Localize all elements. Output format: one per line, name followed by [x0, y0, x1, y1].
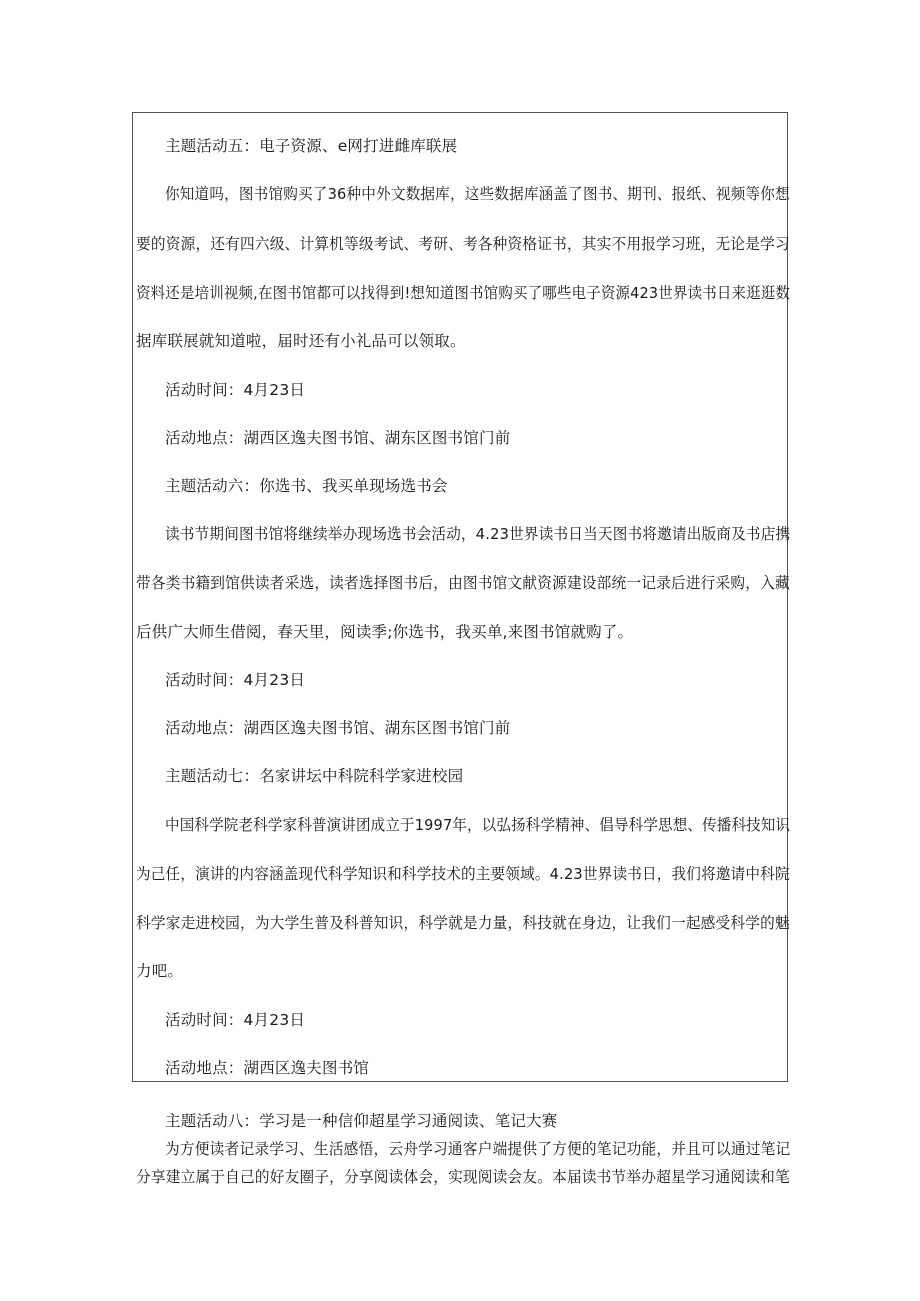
- activity-7-paragraph-line: 科学家走进校园，为大学生普及科普知识，科学就是力量，科技就在身边，让我们一起感受科学的魅: [136, 914, 790, 932]
- activity-7-place: 活动地点：湖西区逸夫图书馆: [165, 1059, 370, 1077]
- activity-5-paragraph-line: 据库联展就知道啦，届时还有小礼品可以领取。: [136, 332, 466, 350]
- bordered-table-cell: [132, 112, 791, 1082]
- activity-7-paragraph-line: 中国科学院老科学家科普演讲团成立于1997年，以弘扬科学精神、倡导科学思想、传播科技知识: [165, 816, 791, 834]
- activity-5-paragraph-line: 资料还是培训视频,在图书馆都可以找得到!想知道图书馆购买了哪些电子资源423世界读书日来逛逛数: [136, 284, 791, 302]
- activity-6-paragraph-line: 读书节期间图书馆将继续举办现场选书会活动，4.23世界读书日当天图书将邀请出版商及书店携: [165, 525, 791, 543]
- activity-7-paragraph-line: 力吧。: [136, 962, 184, 980]
- activity-5-place: 活动地点：湖西区逸夫图书馆、湖东区图书馆门前: [165, 429, 511, 447]
- activity-5-paragraph-line: 要的资源，还有四六级、计算机等级考试、考研、考各种资格证书，其实不用报学习班，无论是学习: [136, 235, 790, 253]
- activity-6-paragraph-line: 后供广大师生借阅，春天里，阅读季;你选书，我买单,来图书馆就购了。: [136, 623, 634, 641]
- activity-8-paragraph-line: 分享建立属于自己的好友圈子，分享阅读体会，实现阅读会友。本届读书节举办超星学习通阅读和笔: [136, 1168, 790, 1186]
- activity-7-time: 活动时间：4月23日: [165, 1011, 306, 1029]
- activity-8-title: 主题活动八：学习是一种信仰超星学习通阅读、笔记大赛: [165, 1112, 558, 1130]
- activity-5-paragraph-line: 你知道吗，图书馆购买了36种中外文数据库，这些数据库涵盖了图书、期刊、报纸、视频等你想: [165, 185, 790, 203]
- activity-6-place: 活动地点：湖西区逸夫图书馆、湖东区图书馆门前: [165, 719, 511, 737]
- activity-5-title: 主题活动五：电子资源、e网打进雌库联展: [165, 137, 458, 155]
- activity-6-paragraph-line: 带各类书籍到馆供读者采选，读者选择图书后，由图书馆文献资源建设部统一记录后进行采购，入藏: [136, 574, 790, 592]
- activity-6-title: 主题活动六：你选书、我买单现场选书会: [165, 477, 448, 495]
- activity-7-paragraph-line: 为己任，演讲的内容涵盖现代科学知识和科学技术的主要领域。4.23世界读书日，我们将邀请中科院: [136, 865, 790, 883]
- activity-8-paragraph-line: 为方便读者记录学习、生活感悟，云舟学习通客户端提供了方便的笔记功能，并且可以通过笔记: [165, 1140, 791, 1158]
- activity-7-title: 主题活动七：名家讲坛中科院科学家进校园: [165, 767, 464, 785]
- activity-5-time: 活动时间：4月23日: [165, 381, 306, 399]
- activity-6-time: 活动时间：4月23日: [165, 671, 306, 689]
